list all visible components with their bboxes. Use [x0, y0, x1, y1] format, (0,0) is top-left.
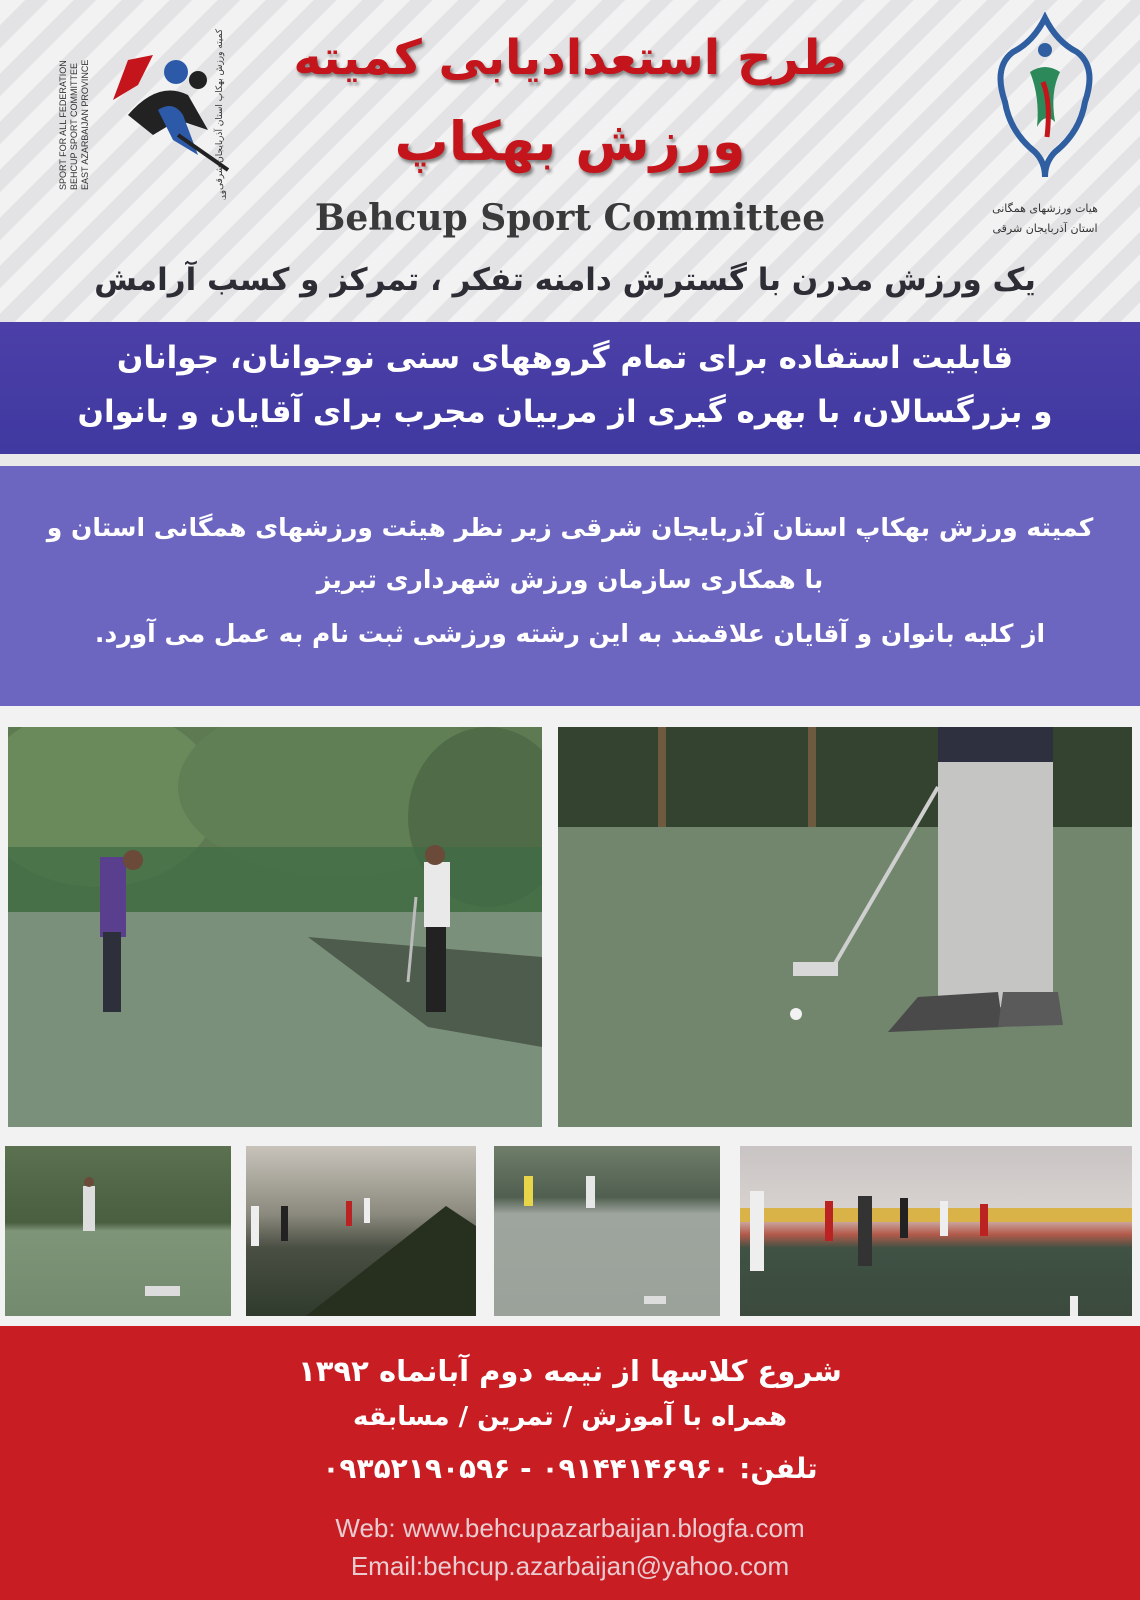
logo-left-text-en3: EAST AZARBAIJAN PROVINCE	[80, 59, 90, 190]
player-on-green-field-photo	[5, 1146, 231, 1316]
emblem-text1: هیات ورزشهای همگانی	[992, 202, 1098, 215]
email-link[interactable]: Email:behcup.azarbaijan@yahoo.com	[350, 1551, 790, 1581]
header	[0, 0, 1140, 322]
title-line2: ورزش بهکاپ	[394, 110, 746, 173]
emblem-icon	[985, 12, 1105, 192]
behcup-federation-logo-icon	[58, 40, 233, 200]
courtyard-players-photo	[494, 1146, 720, 1316]
closeup-putter-ball-photo	[558, 727, 1132, 1127]
emblem-text2: استان آذربایجان شرقی	[992, 222, 1098, 235]
registration-line2: با همکاری سازمان ورزش شهرداری تبریز	[316, 565, 824, 594]
age-groups-line1: قابلیت استفاده برای تمام گروههای سنی نوجوانان، جوانان	[116, 340, 1014, 376]
title-line1: طرح استعدادیابی کمیته	[293, 30, 847, 86]
phone-numbers: تلفن: ۰۹۱۴۴۱۴۶۹۶۰ - ۰۹۳۵۲۱۹۰۵۹۶	[322, 1452, 818, 1485]
behcup-federation-logo	[58, 28, 233, 200]
logo-left-text-en1: SPORT FOR ALL FEDERATION	[58, 60, 68, 190]
title-english: Behcup Sport Committee	[314, 197, 826, 239]
logo-left-text-en2: BEHCUP SPORT COMMITTEE	[69, 62, 79, 190]
footer-contact-band	[0, 1326, 1140, 1600]
age-groups-band	[0, 322, 1140, 454]
classes-start-date: شروع کلاسها از نیمه دوم آبانماه ۱۳۹۲	[298, 1354, 842, 1388]
registration-info-band	[0, 466, 1140, 706]
age-groups-line2: و بزرگسالان، با بهره گیری از مربیان مجرب برای آقایان و بانوان	[77, 394, 1053, 430]
website-link[interactable]: Web: www.behcupazarbaijan.blogfa.com	[335, 1513, 805, 1543]
logo-left-text-fa2: کمیته ورزش بهکاپ استان آذربایجان شرقی	[215, 28, 225, 190]
park-path-players-photo	[246, 1146, 476, 1316]
tagline: یک ورزش مدرن با گسترش دامنه تفکر ، تمرکز و کسب آرامش	[94, 262, 1036, 298]
program-types: همراه با آموزش / تمرین / مسابقه	[353, 1402, 787, 1432]
registration-line3: از کلیه بانوان و آقایان علاقمند به این رشته ورزشی ثبت نام به عمل می آورد.	[94, 619, 1046, 648]
indoor-hall-players-photo	[740, 1146, 1132, 1316]
two-players-putting-outdoor-photo	[8, 727, 542, 1127]
logo-left-text-fa1	[217, 190, 229, 200]
registration-line1: کمیته ورزش بهکاپ استان آذربایجان شرقی زیر نظر هیئت ورزشهای همگانی استان و	[46, 513, 1094, 542]
public-sports-board-emblem	[985, 12, 1105, 257]
